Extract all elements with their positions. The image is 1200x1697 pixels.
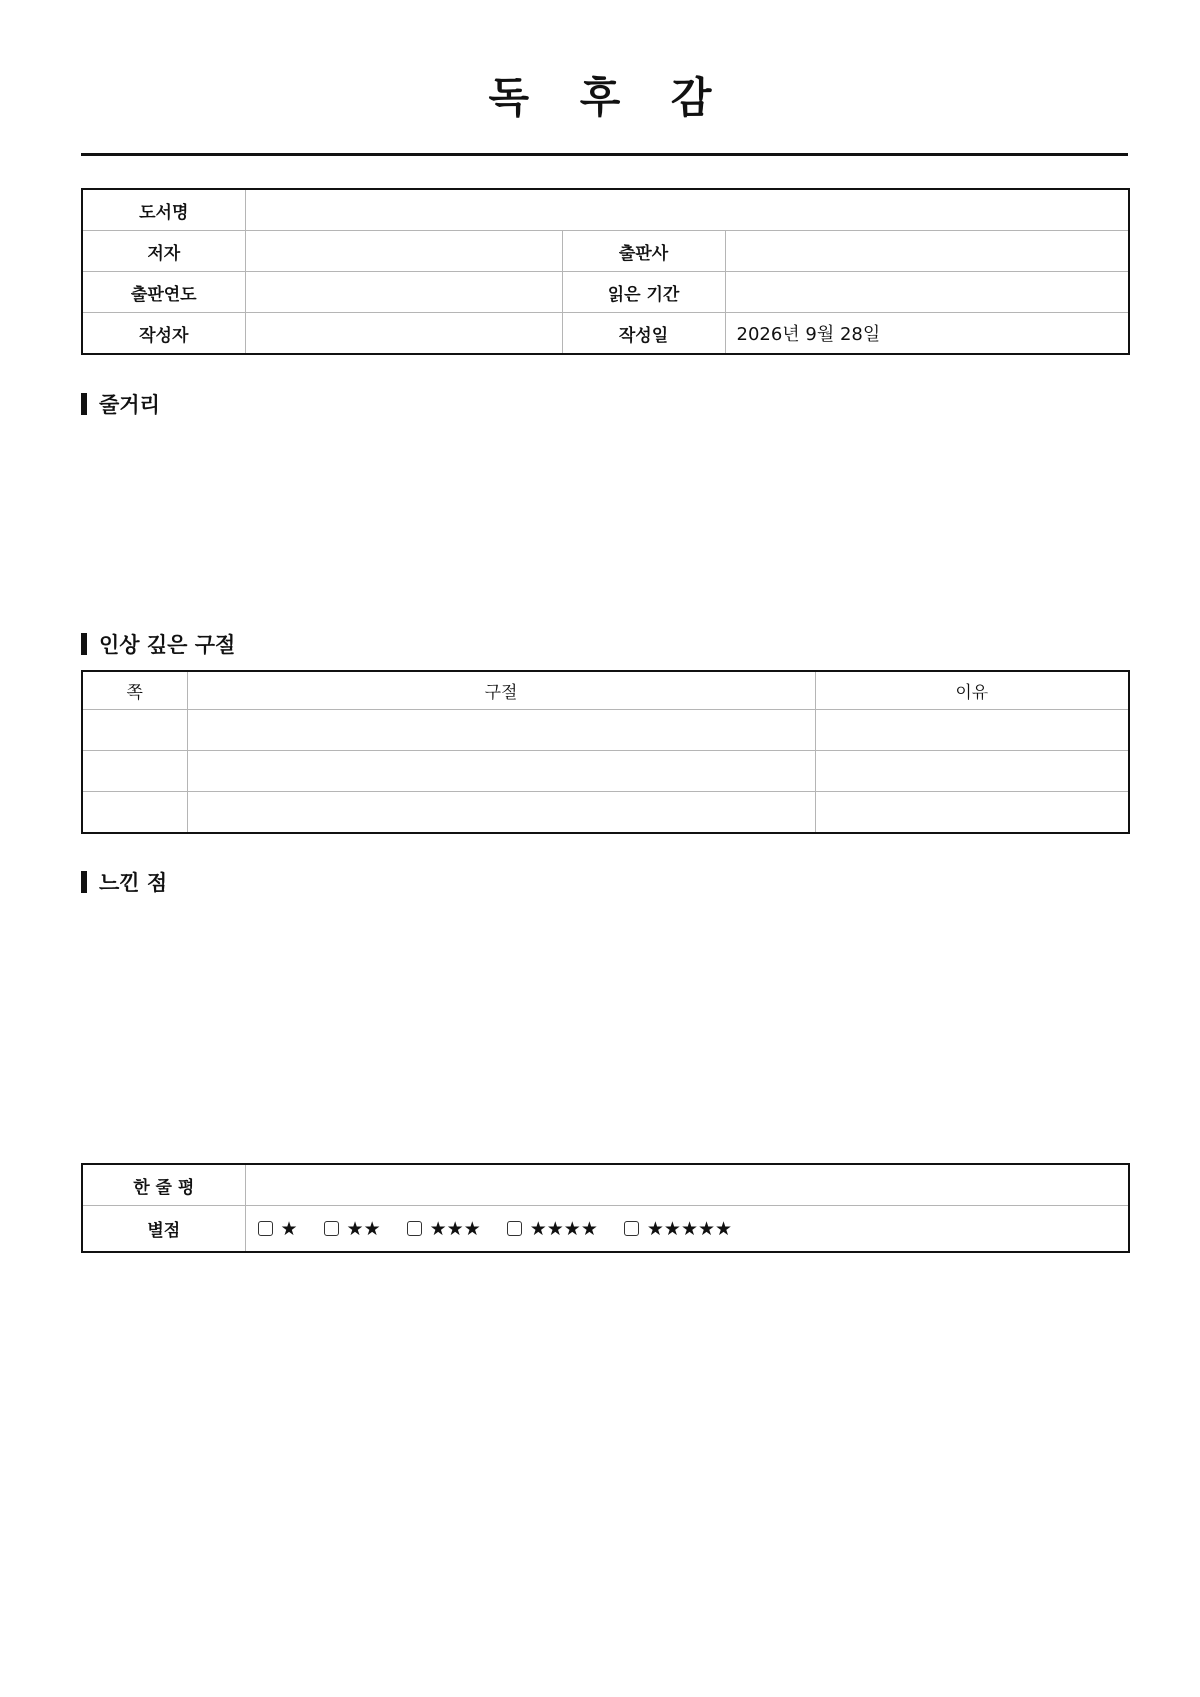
- star-icon: ★★★★: [529, 1217, 598, 1240]
- writer-row: [82, 313, 1129, 355]
- writer-field[interactable]: [245, 313, 562, 355]
- reason-cell[interactable]: [815, 710, 1129, 751]
- table-row: [82, 792, 1129, 834]
- checkbox-icon[interactable]: [258, 1221, 273, 1236]
- star-icon: ★★: [346, 1217, 381, 1240]
- heading-bar: [81, 871, 87, 893]
- rating-option-1[interactable]: [258, 1218, 298, 1240]
- quotes-table: [81, 670, 1130, 834]
- book-title-label: 도서명: [82, 189, 245, 231]
- reading-period-label: 읽은 기간: [562, 272, 725, 313]
- author-row: [82, 231, 1129, 272]
- publisher-label: 출판사: [562, 231, 725, 272]
- checkbox-icon[interactable]: [324, 1221, 339, 1236]
- summary-heading-text: 줄거리: [99, 393, 160, 417]
- rating-option-5[interactable]: [624, 1218, 732, 1240]
- pub-year-field[interactable]: [245, 272, 562, 313]
- quote-cell[interactable]: [187, 710, 815, 751]
- pub-year-row: [82, 272, 1129, 313]
- book-title-field[interactable]: [245, 189, 1129, 231]
- table-row: [82, 751, 1129, 792]
- rating-option-4[interactable]: [507, 1218, 598, 1240]
- checkbox-icon[interactable]: [624, 1221, 639, 1236]
- rating-label: 별점: [82, 1206, 245, 1253]
- review-table: [81, 1163, 1130, 1253]
- one-line-row: [82, 1164, 1129, 1206]
- quotes-heading: [81, 632, 235, 656]
- date-field[interactable]: 2026년 9월 28일: [725, 313, 1129, 355]
- date-label: 작성일: [562, 313, 725, 355]
- reason-cell[interactable]: [815, 792, 1129, 834]
- one-line-field[interactable]: [245, 1164, 1129, 1206]
- star-icon: ★★★★★: [646, 1217, 733, 1240]
- page-col-header: 쪽: [82, 671, 187, 710]
- heading-bar: [81, 393, 87, 415]
- checkbox-icon[interactable]: [407, 1221, 422, 1236]
- checkbox-icon[interactable]: [507, 1221, 522, 1236]
- author-label: 저자: [82, 231, 245, 272]
- book-title-row: [82, 189, 1129, 231]
- star-icon: ★★★: [429, 1217, 481, 1240]
- quotes-header-row: [82, 671, 1129, 710]
- heading-bar: [81, 633, 87, 655]
- rating-option-3[interactable]: [407, 1218, 481, 1240]
- reading-period-field[interactable]: [725, 272, 1129, 313]
- summary-heading: [81, 392, 160, 416]
- book-info-table: [81, 188, 1130, 355]
- table-row: [82, 710, 1129, 751]
- page-cell[interactable]: [82, 792, 187, 834]
- rating-options-cell: [245, 1206, 1129, 1253]
- rating-row: [82, 1206, 1129, 1253]
- reason-cell[interactable]: [815, 751, 1129, 792]
- star-icon: ★: [280, 1217, 298, 1240]
- rating-option-2[interactable]: [324, 1218, 381, 1240]
- thoughts-area[interactable]: [81, 910, 1128, 1140]
- thoughts-heading-text: 느낀 점: [99, 871, 168, 895]
- page-title: 독 후 감: [488, 73, 730, 122]
- title-divider: [81, 153, 1128, 156]
- publisher-field[interactable]: [725, 231, 1129, 272]
- reason-col-header: 이유: [815, 671, 1129, 710]
- pub-year-label: 출판연도: [82, 272, 245, 313]
- page-cell[interactable]: [82, 710, 187, 751]
- one-line-label: 한 줄 평: [82, 1164, 245, 1206]
- quote-col-header: 구절: [187, 671, 815, 710]
- quotes-heading-text: 인상 깊은 구절: [99, 633, 236, 657]
- quote-cell[interactable]: [187, 792, 815, 834]
- page-cell[interactable]: [82, 751, 187, 792]
- author-field[interactable]: [245, 231, 562, 272]
- writer-label: 작성자: [82, 313, 245, 355]
- summary-area[interactable]: [81, 430, 1128, 630]
- thoughts-heading: [81, 870, 167, 894]
- quote-cell[interactable]: [187, 751, 815, 792]
